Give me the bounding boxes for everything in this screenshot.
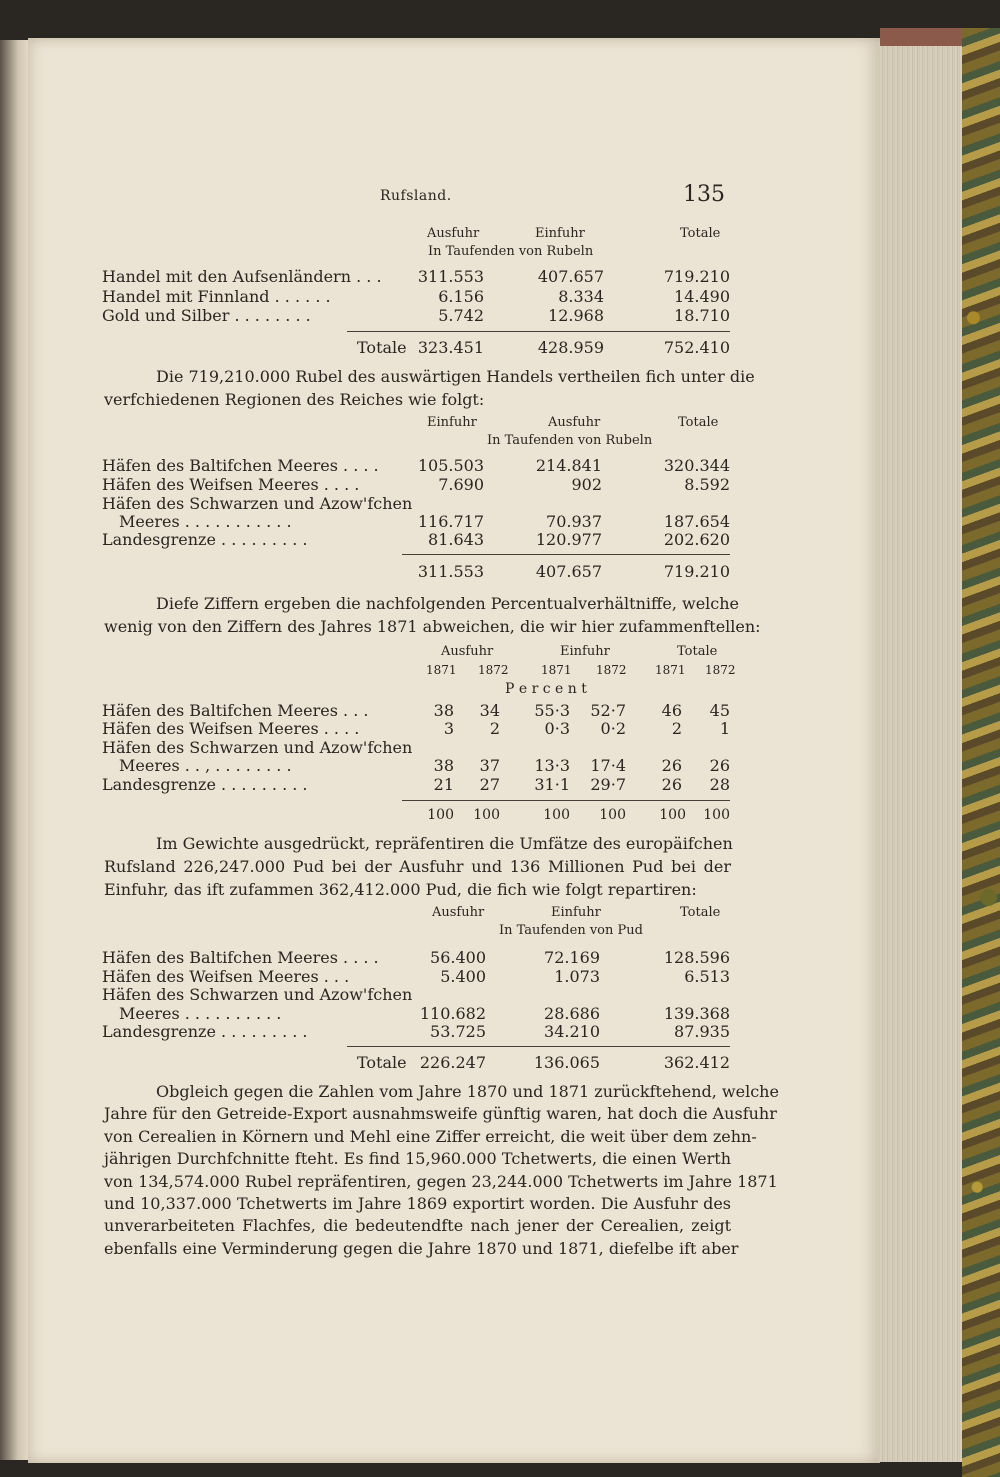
cell: 2	[489, 719, 500, 738]
text-line: verfchiedenen Regionen des Reiches wie folgt:	[104, 390, 485, 409]
cell: 5.742	[438, 306, 484, 325]
cell: 81.643	[428, 530, 484, 549]
cell: 26	[709, 756, 730, 775]
cell: 28	[709, 775, 730, 794]
total-cell: 362.412	[663, 1053, 730, 1072]
text-line: Einfuhr, das ift zufammen 362,412.000 Pud, die fich wie folgt repartiren:	[104, 880, 697, 899]
text-line: jährigen Durchfchnitte fteht. Es find 15,960.000 Tchetwerts, die einen Werth	[104, 1149, 731, 1169]
cell: 53.725	[430, 1022, 486, 1041]
cell: 1	[719, 719, 730, 738]
text-line: Obgleich gegen die Zahlen vom Jahre 1870 und 1871 zurückftehend, welche	[156, 1082, 779, 1101]
cell: 37	[479, 756, 500, 775]
column-header: Totale	[677, 644, 718, 659]
row-label: Landesgrenze . . . . . . . . .	[102, 775, 308, 794]
column-header: Ausfuhr	[432, 905, 485, 920]
cell: 719.210	[663, 267, 730, 286]
year-header: 1871	[426, 663, 457, 677]
total-cell: 136.065	[533, 1053, 600, 1072]
cell: 56.400	[430, 948, 486, 967]
cell: 28.686	[544, 1004, 600, 1023]
cell: 27	[479, 775, 500, 794]
row-label: Meeres . . . . . . . . . . .	[119, 512, 292, 531]
cell: 7.690	[438, 475, 484, 494]
sum-rule	[402, 800, 730, 801]
cell: 13·3	[534, 756, 570, 775]
row-label: Häfen des Weifsen Meeres . . . .	[102, 475, 360, 494]
column-header: Totale	[680, 905, 721, 920]
paragraph	[104, 592, 761, 638]
text-line: wenig von den Ziffern des Jahres 1871 abweichen, die wir hier zufammenftellen:	[104, 617, 761, 636]
cell: 5.400	[440, 967, 486, 986]
cell: 2	[671, 719, 682, 738]
text-line: von Cerealien in Körnern und Mehl eine Ziffer erreicht, die weit über dem zehn-	[104, 1126, 757, 1146]
year-header: 1872	[705, 663, 736, 677]
cell: 105.503	[417, 456, 484, 475]
column-header: Totale	[678, 415, 719, 430]
year-header: 1872	[596, 663, 627, 677]
cell: 72.169	[544, 948, 600, 967]
cell: 120.977	[535, 530, 602, 549]
total-cell: 100	[427, 807, 454, 823]
cell: 18.710	[674, 306, 730, 325]
cell: 17·4	[590, 756, 626, 775]
text-line: Rufsland 226,247.000 Pud bei der Ausfuhr und 136 Millionen Pud bei der	[104, 857, 731, 876]
total-cell: 407.657	[535, 562, 602, 581]
cell: 6.156	[438, 287, 484, 306]
cell: 55·3	[534, 701, 570, 720]
row-label: Häfen des Weifsen Meeres . . . .	[102, 719, 360, 738]
column-header: Einfuhr	[560, 644, 610, 659]
row-label: Meeres . . , . . . . . . . .	[119, 756, 292, 775]
row-label: Handel mit Finnland . . . . . .	[102, 287, 331, 306]
column-header: Einfuhr	[551, 905, 601, 920]
cell: 29·7	[590, 775, 626, 794]
cell: 34	[479, 701, 500, 720]
running-title: Rufsland.	[380, 188, 452, 204]
row-label: Landesgrenze . . . . . . . . .	[102, 530, 308, 549]
total-cell: 323.451	[417, 338, 484, 357]
cell: 311.553	[417, 267, 484, 286]
text-line: und 10,337.000 Tchetwerts im Jahre 1869 exportirt worden. Die Ausfuhr des	[104, 1194, 731, 1214]
total-cell: 311.553	[417, 562, 484, 581]
total-label: Totale	[357, 1053, 407, 1072]
cell: 45	[709, 701, 730, 720]
cell: 407.657	[537, 267, 604, 286]
cell: 26	[661, 775, 682, 794]
paragraph	[104, 1081, 779, 1260]
total-cell: 428.959	[537, 338, 604, 357]
total-label: Totale	[357, 338, 407, 357]
cell: 12.968	[548, 306, 604, 325]
cell: 0·3	[544, 719, 570, 738]
sum-rule	[347, 1046, 730, 1047]
cell: 0·2	[600, 719, 626, 738]
cell: 128.596	[663, 948, 730, 967]
cell: 8.592	[684, 475, 730, 494]
column-header: Ausfuhr	[427, 226, 480, 241]
cell: 202.620	[663, 530, 730, 549]
column-header: Einfuhr	[427, 415, 477, 430]
column-header: Ausfuhr	[548, 415, 601, 430]
cell: 902	[571, 475, 602, 494]
row-label: Landesgrenze . . . . . . . . .	[102, 1022, 308, 1041]
total-cell: 719.210	[663, 562, 730, 581]
cell: 70.937	[546, 512, 602, 531]
text-line: unverarbeiteten Flachfes, die bedeutendfte nach jener der Cerealien, zeigt	[104, 1216, 731, 1236]
total-cell: 100	[599, 807, 626, 823]
total-cell: 752.410	[663, 338, 730, 357]
cell: 31·1	[534, 775, 570, 794]
cell: 46	[661, 701, 682, 720]
cell: 52·7	[590, 701, 626, 720]
row-label: Häfen des Baltifchen Meeres . . . .	[102, 456, 379, 475]
paragraph	[104, 832, 731, 901]
sum-rule	[402, 554, 730, 555]
unit-label: In Taufenden von Rubeln	[487, 433, 653, 448]
cell: 1.073	[554, 967, 600, 986]
row-label: Häfen des Schwarzen und Azow'fchen	[102, 494, 413, 513]
cell: 21	[433, 775, 454, 794]
total-cell: 100	[703, 807, 730, 823]
row-label: Häfen des Weifsen Meeres . . .	[102, 967, 350, 986]
text-line: Im Gewichte ausgedrückt, repräfentiren die Umfätze des europäifchen	[156, 834, 733, 853]
year-header: 1871	[541, 663, 572, 677]
row-label: Gold und Silber . . . . . . . .	[102, 306, 311, 325]
text-line: Jahre für den Getreide-Export ausnahmsweife günftig waren, hat doch die Ausfuhr	[104, 1104, 777, 1124]
cell: 110.682	[419, 1004, 486, 1023]
cell: 38	[433, 701, 454, 720]
cell: 87.935	[674, 1022, 730, 1041]
page-number: 135	[683, 182, 725, 207]
total-cell: 100	[543, 807, 570, 823]
cell: 34.210	[544, 1022, 600, 1041]
cell: 116.717	[417, 512, 484, 531]
cell: 8.334	[558, 287, 604, 306]
text-line: Diefe Ziffern ergeben die nachfolgenden Percentualverhältniffe, welche	[156, 594, 740, 613]
cell: 214.841	[535, 456, 602, 475]
cell: 26	[661, 756, 682, 775]
column-header: Totale	[680, 226, 721, 241]
row-label: Häfen des Schwarzen und Azow'fchen	[102, 738, 413, 757]
cell: 3	[443, 719, 454, 738]
total-cell: 226.247	[419, 1053, 486, 1072]
cell: 187.654	[663, 512, 730, 531]
text-line: von 134,574.000 Rubel repräfentiren, gegen 23,244.000 Tchetwerts im Jahre 1871	[104, 1171, 778, 1191]
unit-label: In Taufenden von Pud	[499, 923, 643, 938]
cell: 14.490	[674, 287, 730, 306]
row-label: Häfen des Schwarzen und Azow'fchen	[102, 985, 413, 1004]
total-cell: 100	[473, 807, 500, 823]
row-label: Häfen des Baltifchen Meeres . . . .	[102, 948, 379, 967]
row-label: Meeres . . . . . . . . . .	[119, 1004, 282, 1023]
paragraph	[104, 365, 755, 411]
total-cell: 100	[659, 807, 686, 823]
unit-label: P e r c e n t	[505, 681, 587, 697]
sum-rule	[347, 331, 730, 332]
row-label: Handel mit den Aufsenländern . . .	[102, 267, 382, 286]
text-line: ebenfalls eine Verminderung gegen die Jahre 1870 und 1871, diefelbe ift aber	[104, 1238, 739, 1258]
row-label: Häfen des Baltifchen Meeres . . .	[102, 701, 369, 720]
column-header: Einfuhr	[535, 226, 585, 241]
year-header: 1871	[655, 663, 686, 677]
cell: 6.513	[684, 967, 730, 986]
unit-label: In Taufenden von Rubeln	[428, 244, 594, 259]
cell: 320.344	[663, 456, 730, 475]
cell: 139.368	[663, 1004, 730, 1023]
text-line: Die 719,210.000 Rubel des auswärtigen Handels vertheilen fich unter die	[156, 367, 755, 386]
column-header: Ausfuhr	[441, 644, 494, 659]
year-header: 1872	[478, 663, 509, 677]
cell: 38	[433, 756, 454, 775]
